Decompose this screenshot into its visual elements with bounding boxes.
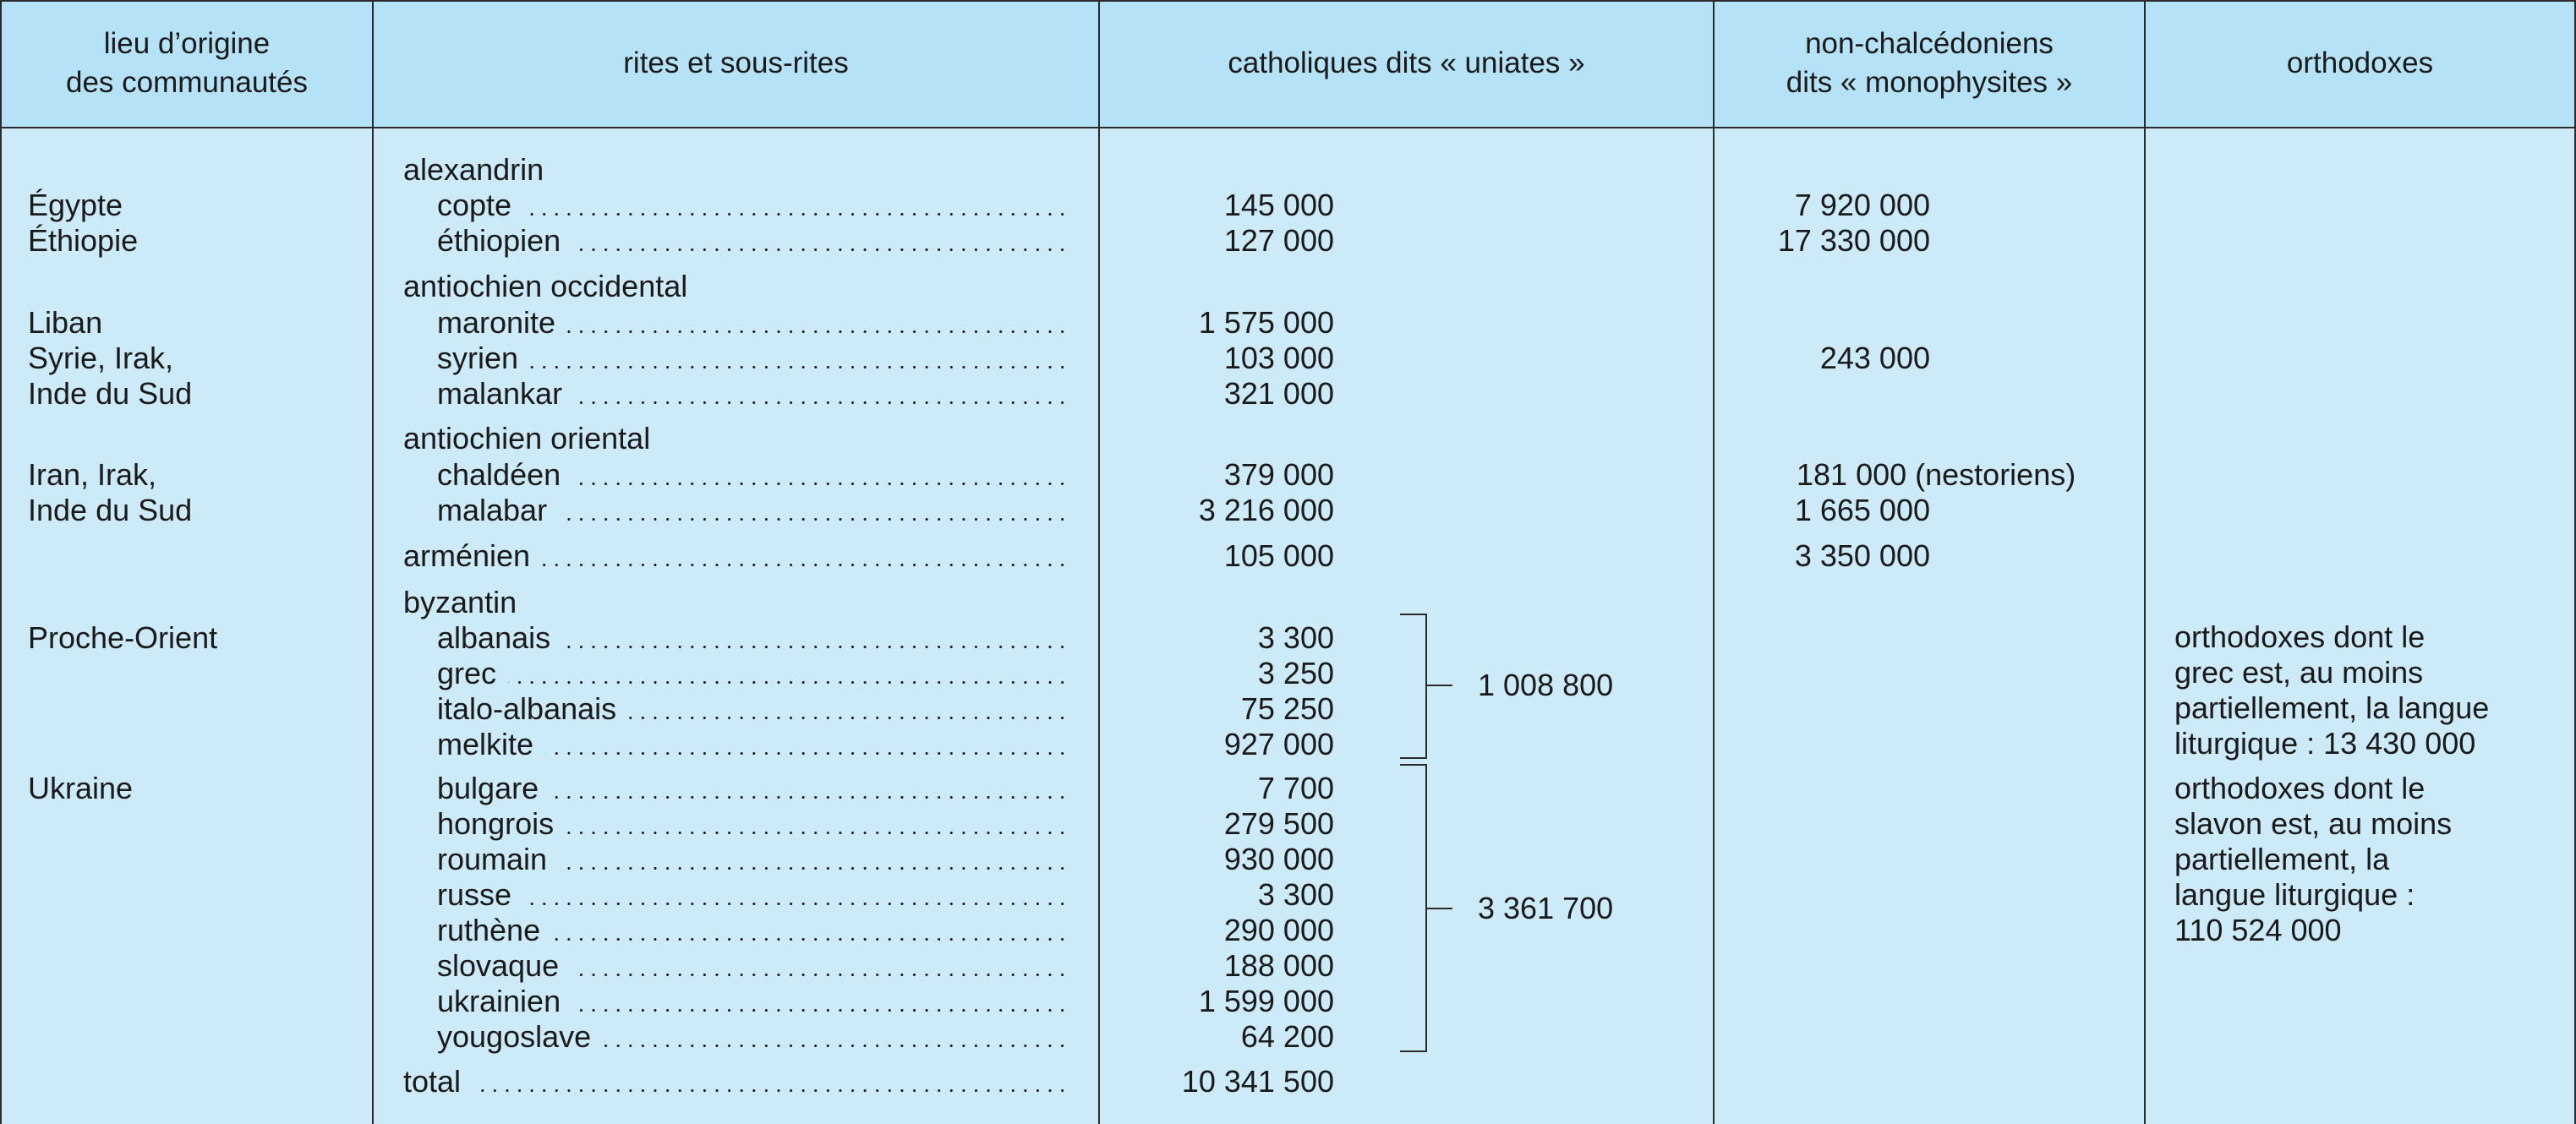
dot-leader: [523, 877, 1069, 913]
dot-leader: [566, 806, 1069, 842]
rite-name: slovaque: [437, 948, 560, 983]
dot-leader: [542, 538, 1069, 574]
rite-name: roumain: [437, 842, 548, 876]
catholiques-value: 127 000: [1223, 223, 1334, 258]
rite-name: arménien: [403, 538, 531, 573]
catholiques-value: 927 000: [1223, 727, 1334, 761]
dot-leader: [508, 656, 1069, 691]
non-chalcedoniens-value: 7 920 000: [1794, 188, 1930, 222]
catholiques-value: 321 000: [1223, 376, 1334, 411]
non-chalcedoniens-value: 181 000 (nestoriens): [1797, 457, 2076, 492]
catholiques-value: 103 000: [1223, 341, 1334, 375]
header-origine: lieu d’origine des communautés: [66, 27, 308, 99]
rite-name: italo-albanais: [437, 691, 617, 726]
dot-leader: [559, 493, 1069, 528]
rite-name: copte: [437, 188, 512, 222]
origin-label: Inde du Sud: [28, 376, 193, 411]
non-chalcedoniens-value: 1 665 000: [1794, 493, 1930, 527]
dot-leader: [567, 305, 1069, 341]
catholiques-value: 379 000: [1223, 457, 1334, 492]
header-catholiques: catholiques dits « uniates »: [1228, 46, 1585, 79]
rite-name: hongrois: [437, 806, 555, 841]
rite-name: ruthène: [437, 913, 541, 947]
dot-leader: [571, 948, 1069, 984]
rite-name: grec: [437, 656, 497, 690]
rite-name: éthiopien: [437, 223, 561, 258]
origin-label: Ukraine: [28, 771, 134, 805]
rite-name: malabar: [437, 493, 548, 527]
dot-leader: [550, 771, 1069, 806]
non-chalcedoniens-value: 3 350 000: [1794, 538, 1930, 573]
origin-label: Proche-Orient: [28, 620, 218, 655]
rite-group-label: alexandrin: [403, 152, 544, 187]
dot-leader: [559, 842, 1069, 877]
column-rule: [1098, 0, 1100, 1124]
origin-label: Liban: [28, 305, 103, 340]
column-rule: [1713, 0, 1715, 1124]
dot-leader: [574, 376, 1069, 412]
dot-leader: [552, 913, 1069, 948]
rite-name: bulgare: [437, 771, 539, 805]
rite-name: chaldéen: [437, 457, 561, 492]
rite-name: maronite: [437, 305, 556, 340]
subtotal-value: 3 361 700: [1478, 891, 1614, 925]
subtotal-value: 1 008 800: [1478, 668, 1614, 702]
catholiques-value: 75 250: [1240, 691, 1334, 726]
catholiques-value: 145 000: [1223, 188, 1334, 222]
origin-label: Éthiopie: [28, 223, 139, 258]
catholiques-value: 930 000: [1223, 842, 1334, 876]
dot-leader: [603, 1019, 1069, 1055]
catholiques-value: 3 300: [1257, 620, 1334, 655]
rite-name: yougoslave: [437, 1019, 592, 1054]
dot-leader: [572, 223, 1069, 259]
dot-leader: [530, 341, 1069, 376]
column-rule: [372, 0, 374, 1124]
rite-group-label: byzantin: [403, 585, 517, 619]
origin-label: Iran, Irak,: [28, 457, 157, 492]
dot-leader: [572, 984, 1069, 1019]
origin-label: Égypte: [28, 188, 123, 222]
catholiques-value: 188 000: [1223, 948, 1334, 983]
header-non-chalcedoniens: non-chalcédoniens dits « monophysites »: [1786, 27, 2073, 99]
origin-label: Inde du Sud: [28, 493, 193, 527]
column-rule: [0, 0, 2, 1124]
catholiques-value: 64 200: [1240, 1019, 1334, 1054]
total-value: 10 341 500: [1181, 1064, 1334, 1099]
dot-leader: [545, 727, 1069, 762]
rite-name: syrien: [437, 341, 519, 375]
origin-label: Syrie, Irak,: [28, 341, 174, 375]
catholiques-value: 3 216 000: [1198, 493, 1334, 527]
non-chalcedoniens-value: 17 330 000: [1777, 223, 1930, 258]
rite-name: melkite: [437, 727, 534, 761]
catholiques-value: 3 300: [1257, 877, 1334, 912]
rite-name: malankar: [437, 376, 563, 411]
header-orthodoxes: orthodoxes: [2286, 46, 2434, 79]
catholiques-value: 105 000: [1223, 538, 1334, 573]
dot-leader: [562, 620, 1069, 656]
dot-leader: [572, 457, 1069, 493]
catholiques-value: 3 250: [1257, 656, 1334, 690]
header-rites: rites et sous-rites: [623, 46, 849, 79]
catholiques-value: 1 599 000: [1198, 984, 1334, 1018]
catholiques-value: 279 500: [1223, 806, 1334, 841]
rite-group-label: antiochien oriental: [403, 421, 651, 456]
header-rule: [0, 127, 2576, 128]
dot-leader: [628, 691, 1069, 727]
dot-leader: [473, 1064, 1069, 1099]
catholiques-value: 7 700: [1257, 771, 1334, 805]
orthodoxes-grec-note: orthodoxes dont le grec est, au moins partiellement, la langue liturgique : 13 430 000: [2174, 619, 2490, 761]
column-rule: [2144, 0, 2146, 1124]
non-chalcedoniens-value: 243 000: [1819, 341, 1930, 375]
catholiques-value: 290 000: [1223, 913, 1334, 947]
dot-leader: [523, 188, 1069, 223]
rite-name: russe: [437, 877, 512, 912]
rite-name: ukrainien: [437, 984, 561, 1018]
rite-name: albanais: [437, 620, 551, 655]
catholiques-value: 1 575 000: [1198, 305, 1334, 340]
total-label: total: [403, 1064, 462, 1099]
orthodoxes-slavon-note: orthodoxes dont le slavon est, au moins partiellement, la langue liturgique : 110 524 000: [2174, 771, 2453, 947]
rite-group-label: antiochien occidental: [403, 269, 688, 303]
